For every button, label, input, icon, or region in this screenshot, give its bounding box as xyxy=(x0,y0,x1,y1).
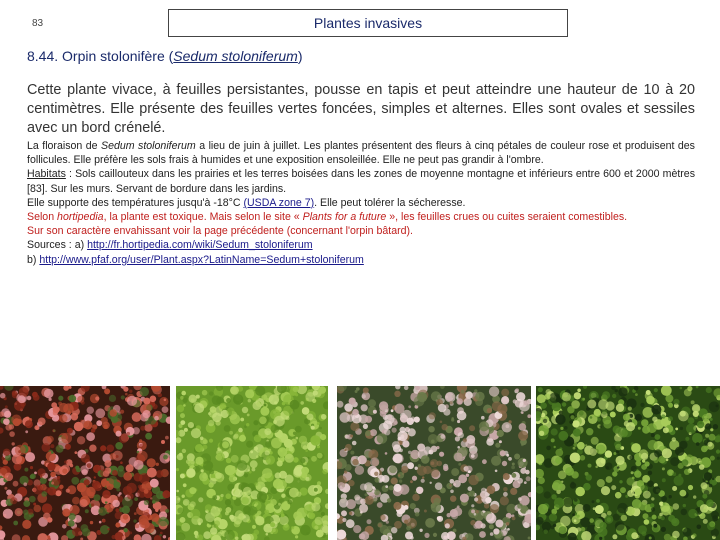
habitats-text: : Sols caillouteux dans les prairies et les terres boisées dans les zones de moyenne montagne et inférieurs entre 600 et 2000 mètres [83]. Sur les murs. Servant de bordure dans les jardins. xyxy=(27,168,695,195)
section-close-paren: ) xyxy=(297,48,303,64)
header-title xyxy=(168,9,568,37)
intro-paragraph: Cette plante vivace, à feuilles persistantes, pousse en tapis et peut atteindre une hauteur de 10 à 20 centimètres. Elle présente des feuilles vertes foncées, simples et alternes. Elles sont ovales et sessiles avec un bord crénelé. xyxy=(27,82,695,136)
toxicity-paragraph xyxy=(27,210,695,224)
details-block xyxy=(27,139,695,267)
source-b xyxy=(27,253,695,267)
temperature-paragraph xyxy=(27,196,695,210)
section-heading xyxy=(27,48,302,64)
red-foliage-photo xyxy=(0,386,170,540)
invasive-note: Sur son caractère envahissant voir la page précédente (concernant l'orpin bâtard). xyxy=(27,225,413,238)
source-b-link[interactable]: http://www.pfaf.org/user/Plant.aspx?LatinName=Sedum+stoloniferum xyxy=(39,253,364,266)
source-a-link[interactable]: http://fr.hortipedia.com/wiki/Sedum_stoloniferum xyxy=(87,239,313,252)
source-a-prefix: Sources : a) xyxy=(27,239,88,252)
pink-flowers-photo xyxy=(337,386,531,540)
page-number: 83 xyxy=(32,18,44,29)
toxicity-pre: Selon xyxy=(27,211,58,224)
section-latin-name: Sedum stoloniferum xyxy=(173,48,298,64)
flowering-pre: La floraison de xyxy=(27,140,102,152)
temperature-post: . Elle peut tolérer la sécheresse. xyxy=(314,196,466,209)
source-b-prefix: b) xyxy=(27,253,40,266)
toxicity-source-hortipedia: hortipedia xyxy=(57,211,104,224)
toxicity-post: », les feuilles crues ou cuites seraient comestibles. xyxy=(386,211,628,224)
toxicity-source-pfaf: Plants for a future xyxy=(302,211,387,224)
rosettes-photo xyxy=(536,386,720,540)
section-number-label: 8.44. Orpin stolonifère ( xyxy=(27,48,174,64)
toxicity-mid: , la plante est toxique. Mais selon le site « xyxy=(103,211,303,224)
habitats-label: Habitats xyxy=(27,168,66,181)
usda-zone-link[interactable]: (USDA zone 7) xyxy=(243,196,315,209)
source-a xyxy=(27,238,695,252)
flowering-post: a lieu de juin à juillet. Les plantes présentent des fleurs à cinq pétales de couleur rose et produisent des follicules. Elle préfère les sols frais à humides et une exposition ensoleillée. Elle ne peut pas grandir à l'ombre. xyxy=(27,140,695,167)
flowering-latin: Sedum stoloniferum xyxy=(101,140,196,152)
temperature-pre: Elle supporte des températures jusqu'à -18°C xyxy=(27,196,244,209)
header-title-text: Plantes invasives xyxy=(313,15,423,31)
green-mat-photo xyxy=(176,386,328,540)
habitats-paragraph xyxy=(27,167,695,195)
flowering-paragraph xyxy=(27,139,695,167)
